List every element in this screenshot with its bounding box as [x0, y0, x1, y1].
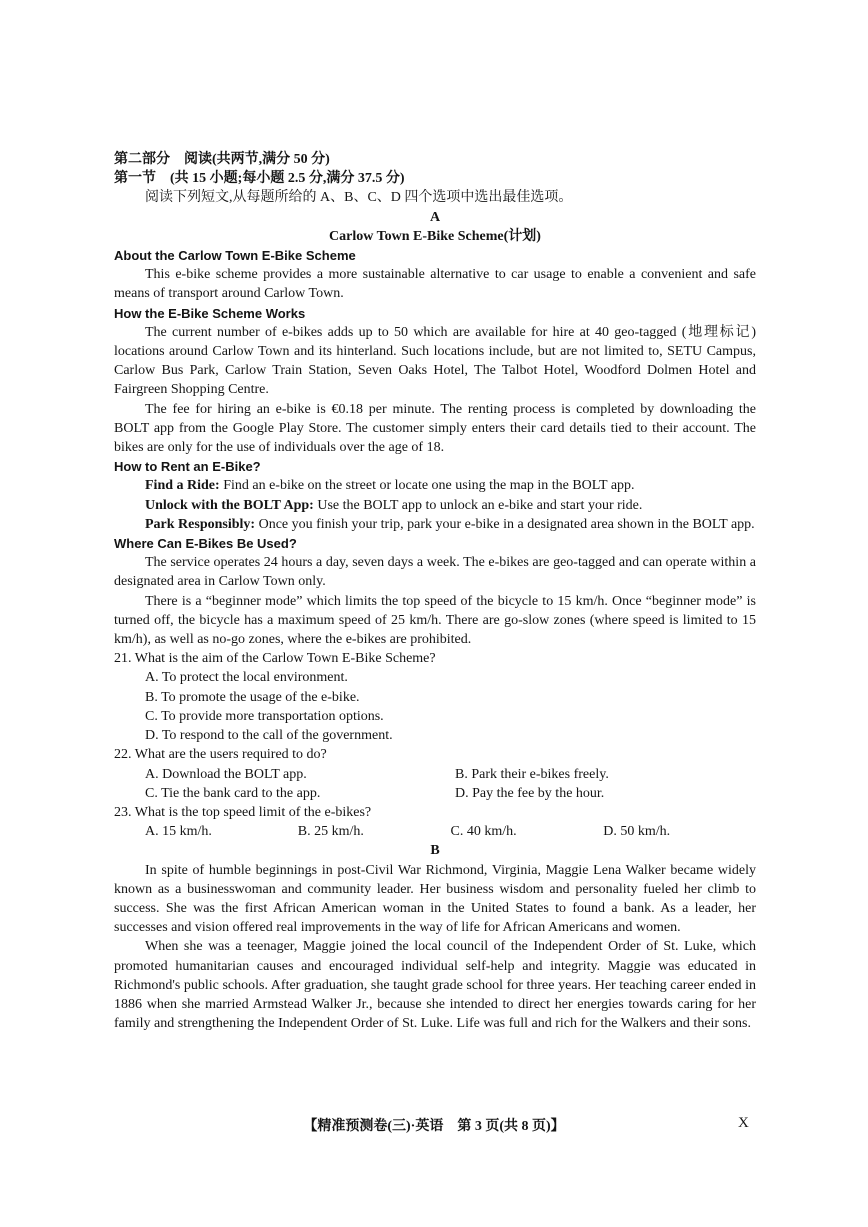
- option-d: D. Pay the fee by the hour.: [455, 785, 605, 801]
- question-stem: 22. What are the users required to do?: [114, 747, 327, 763]
- option-b: B. 25 km/h.: [297, 824, 364, 840]
- option-d: D. 50 km/h.: [603, 824, 671, 840]
- paragraph: In spite of humble beginnings in post-Civil War Richmond, Virginia, Maggie Lena Walker became widely known as a businesswoman and community leader. Her business wisdom and personality fueled her climb to success. She was the first African American woman in the United States to found a bank. As a leader, her successes and vision offered real improvements in the way of life for African Americans and women.: [114, 862, 756, 936]
- option-c: C. To provide more transportation options.: [145, 708, 384, 724]
- option-d: D. To respond to the call of the government.: [145, 728, 393, 744]
- question-stem: 21. What is the aim of the Carlow Town E-Bike Scheme?: [114, 651, 436, 667]
- paragraph: The service operates 24 hours a day, seven days a week. The e-bikes are geo-tagged and can operate within a designated area in Carlow Town only.: [114, 555, 756, 590]
- heading-how-works: How the E-Bike Scheme Works: [114, 305, 306, 321]
- option-c: C. Tie the bank card to the app.: [145, 785, 321, 801]
- rent-item-lead: Park Responsibly:: [145, 516, 256, 532]
- paragraph: There is a “beginner mode” which limits the top speed of the bicycle to 15 km/h. Once “beginner mode” is turned off, the bicycle has a maximum speed of 25 km/h. There are go-slow zones (where speed is limited to 15 km/h), as well as no-go zones, where the e-bikes are prohibited.: [114, 593, 756, 648]
- question-23: [114, 803, 756, 841]
- option-a: A. 15 km/h.: [145, 824, 212, 840]
- rent-item: [114, 515, 756, 534]
- passage-b-letter: B: [430, 843, 440, 859]
- heading-where-used: Where Can E-Bikes Be Used?: [114, 536, 297, 552]
- rent-item-lead: Find a Ride:: [145, 478, 220, 494]
- passage-a-letter: A: [429, 209, 441, 225]
- option-row: [114, 822, 756, 841]
- page-footer: 【精准预测卷(三)·英语 第 3 页(共 8 页)】: [303, 1119, 565, 1134]
- option-a: A. To protect the local environment.: [145, 670, 348, 686]
- option-c: C. 40 km/h.: [450, 824, 517, 840]
- option-a: A. Download the BOLT app.: [145, 766, 307, 782]
- option-row: [114, 784, 756, 803]
- footer-letter: X: [738, 1115, 749, 1131]
- rent-item-text: Find an e-bike on the street or locate one using the map in the BOLT app.: [219, 478, 635, 494]
- paragraph: The current number of e-bikes adds up to 50 which are available for hire at 40 geo-tagged (地理标记) locations around Carlow Town and its hinterland. Such locations include, but are not limited to, SETU Campus, Carlow Bus Park, Carlow Train Station, Seven Oaks Hotel, The Talbot Hotel, Woodford Dolmen Hotel and Fairgreen Shopping Centre.: [114, 324, 756, 398]
- option-b: B. To promote the usage of the e-bike.: [145, 689, 360, 705]
- paragraph: This e-bike scheme provides a more sustainable alternative to car usage to enable a convenient and safe means of transport around Carlow Town.: [114, 267, 756, 302]
- page-content: [114, 150, 756, 1033]
- heading-about: About the Carlow Town E-Bike Scheme: [114, 248, 356, 264]
- option-row: [114, 765, 756, 784]
- rent-item-lead: Unlock with the BOLT App:: [145, 497, 314, 513]
- part-title: 第二部分 阅读(共两节,满分 50 分): [114, 152, 330, 167]
- rent-item: [114, 496, 756, 515]
- rent-item-text: Once you finish your trip, park your e-bike in a designated area shown in the BOLT app.: [255, 516, 755, 532]
- section-title: 第一节 (共 15 小题;每小题 2.5 分,满分 37.5 分): [114, 171, 405, 187]
- question-stem: 23. What is the top speed limit of the e-bikes?: [114, 804, 372, 820]
- rent-item-text: Use the BOLT app to unlock an e-bike and start your ride.: [313, 497, 643, 513]
- question-22: [114, 745, 756, 803]
- rent-item: [114, 476, 756, 495]
- option-b: B. Park their e-bikes freely.: [455, 766, 609, 782]
- question-21: [114, 649, 756, 745]
- instruction: 阅读下列短文,从每题所给的 A、B、C、D 四个选项中选出最佳选项。: [145, 190, 573, 206]
- paragraph: When she was a teenager, Maggie joined the local council of the Independent Order of St. Luke, which promoted humanitarian causes and encouraged individual self-help and integrity. Maggie was educated in Richmond's public schools. After graduation, she taught grade school for three years. Her teaching career ended in 1886 when she married Armstead Walker Jr., because she intended to direct her energies towards caring for her family and strengthening the Independent Order of St. Luke. Life was full and rich for the Walkers and their sons.: [114, 939, 756, 1032]
- passage-a-title: Carlow Town E-Bike Scheme(计划): [329, 228, 541, 244]
- heading-how-rent: How to Rent an E-Bike?: [114, 459, 261, 475]
- paragraph: The fee for hiring an e-bike is €0.18 per minute. The renting process is completed by downloading the BOLT app from the Google Play Store. The customer simply enters their card details tied to their account. The bikes are only for the use of individuals over the age of 18.: [114, 401, 756, 456]
